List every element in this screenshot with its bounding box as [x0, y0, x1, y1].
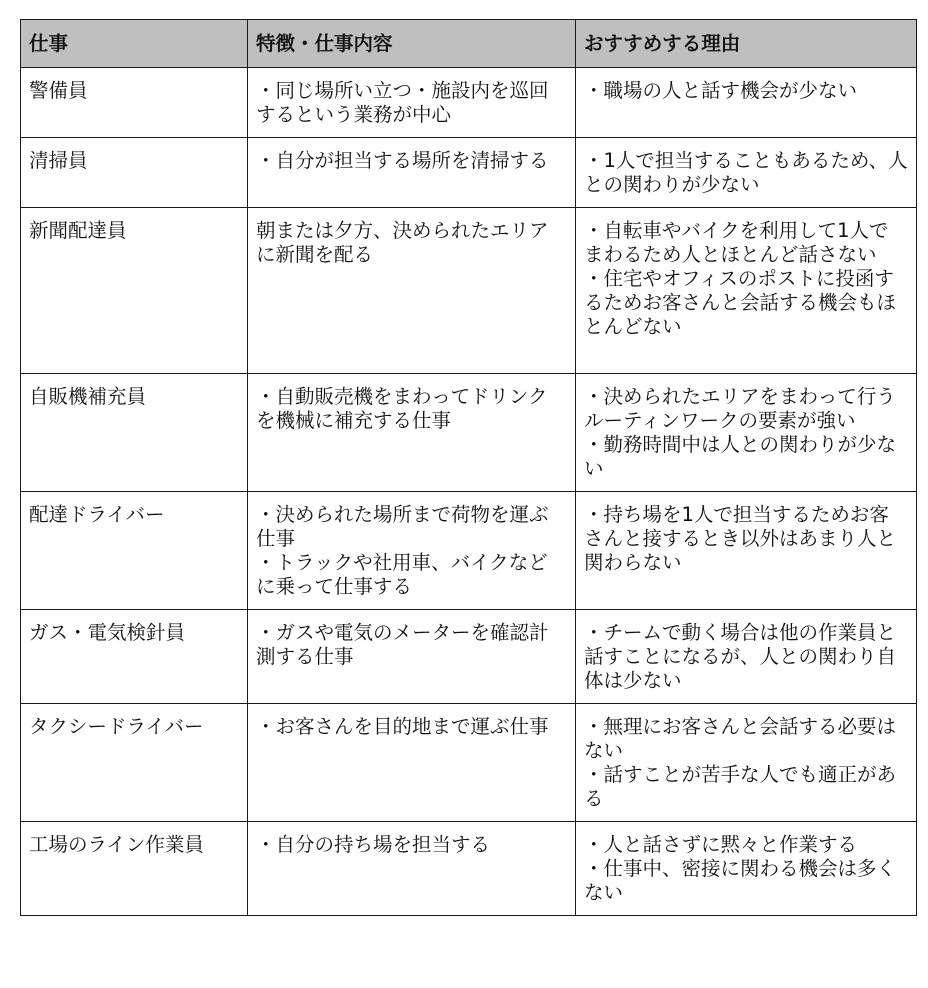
table-body	[21, 68, 917, 916]
cell-reasons	[576, 610, 917, 704]
cell-features	[248, 492, 576, 610]
features-line: ・決められた場所まで荷物を運ぶ仕事	[256, 503, 549, 550]
cell-features	[248, 138, 576, 208]
reasons-line: ・チームで動く場合は他の作業員と話すことになるが、人との関わり自体は少ない	[584, 621, 897, 692]
table-row	[21, 68, 917, 138]
cell-features	[248, 208, 576, 374]
cell-reasons	[576, 138, 917, 208]
reasons-line: ・1人で担当することもあるため、人との関わりが少ない	[584, 149, 908, 196]
reasons-line: ・人と話さずに黙々と作業する	[584, 833, 858, 856]
reasons-line: ・無理にお客さんと会話する必要はない	[584, 715, 897, 762]
cell-job: 配達ドライバー	[21, 492, 248, 610]
cell-job: 自販機補充員	[21, 374, 248, 492]
cell-reasons	[576, 68, 917, 138]
header-job: 仕事	[21, 20, 248, 68]
cell-reasons	[576, 492, 917, 610]
features-line: ・自動販売機をまわってドリンクを機械に補充する仕事	[256, 385, 548, 432]
header-row	[21, 20, 917, 68]
cell-job: 新聞配達員	[21, 208, 248, 374]
cell-features	[248, 68, 576, 138]
features-line: 朝または夕方、決められたエリアに新聞を配る	[256, 219, 549, 266]
cell-features	[248, 822, 576, 916]
reasons-line: ・決められたエリアをまわって行うルーティンワークの要素が強い	[584, 385, 896, 432]
cell-reasons	[576, 208, 917, 374]
cell-reasons	[576, 374, 917, 492]
table-container	[20, 19, 917, 916]
reasons-line: ・自転車やバイクを利用して1人でまわるため人とほとんど話さない	[584, 219, 889, 266]
features-line: ・自分の持ち場を担当する	[256, 833, 491, 856]
cell-job: 清掃員	[21, 138, 248, 208]
cell-features	[248, 374, 576, 492]
cell-job: ガス・電気検針員	[21, 610, 248, 704]
reasons-line: ・持ち場を1人で担当するためお客さんと接するとき以外はあまり人と関わらない	[584, 503, 897, 574]
features-line: ・トラックや社用車、バイクなどに乗って仕事する	[256, 551, 548, 598]
table-row	[21, 374, 917, 492]
features-line: ・自分が担当する場所を清掃する	[256, 149, 549, 172]
table-row	[21, 704, 917, 822]
cell-features	[248, 704, 576, 822]
cell-reasons	[576, 704, 917, 822]
table-row	[21, 208, 917, 374]
features-line: ・同じ場所い立つ・施設内を巡回するという業務が中心	[256, 79, 549, 126]
table-row	[21, 822, 917, 916]
features-line: ・お客さんを目的地まで運ぶ仕事	[256, 715, 549, 738]
table-row	[21, 492, 917, 610]
cell-reasons	[576, 822, 917, 916]
job-table	[20, 19, 917, 916]
reasons-line: ・話すことが苦手な人でも適正がある	[584, 763, 897, 810]
header-reasons: おすすめする理由	[576, 20, 917, 68]
header-features: 特徴・仕事内容	[248, 20, 576, 68]
cell-job: 工場のライン作業員	[21, 822, 248, 916]
reasons-line: ・職場の人と話す機会が少ない	[584, 79, 858, 102]
cell-features	[248, 610, 576, 704]
cell-job: タクシードライバー	[21, 704, 248, 822]
reasons-line: ・仕事中、密接に関わる機会は多くない	[584, 857, 897, 904]
reasons-line: ・住宅やオフィスのポストに投函するためお客さんと会話する機会もほとんどない	[584, 267, 897, 338]
table-row	[21, 610, 917, 704]
reasons-line: ・勤務時間中は人との関わりが少ない	[584, 433, 897, 480]
cell-job: 警備員	[21, 68, 248, 138]
table-row	[21, 138, 917, 208]
features-line: ・ガスや電気のメーターを確認計測する仕事	[256, 621, 549, 668]
